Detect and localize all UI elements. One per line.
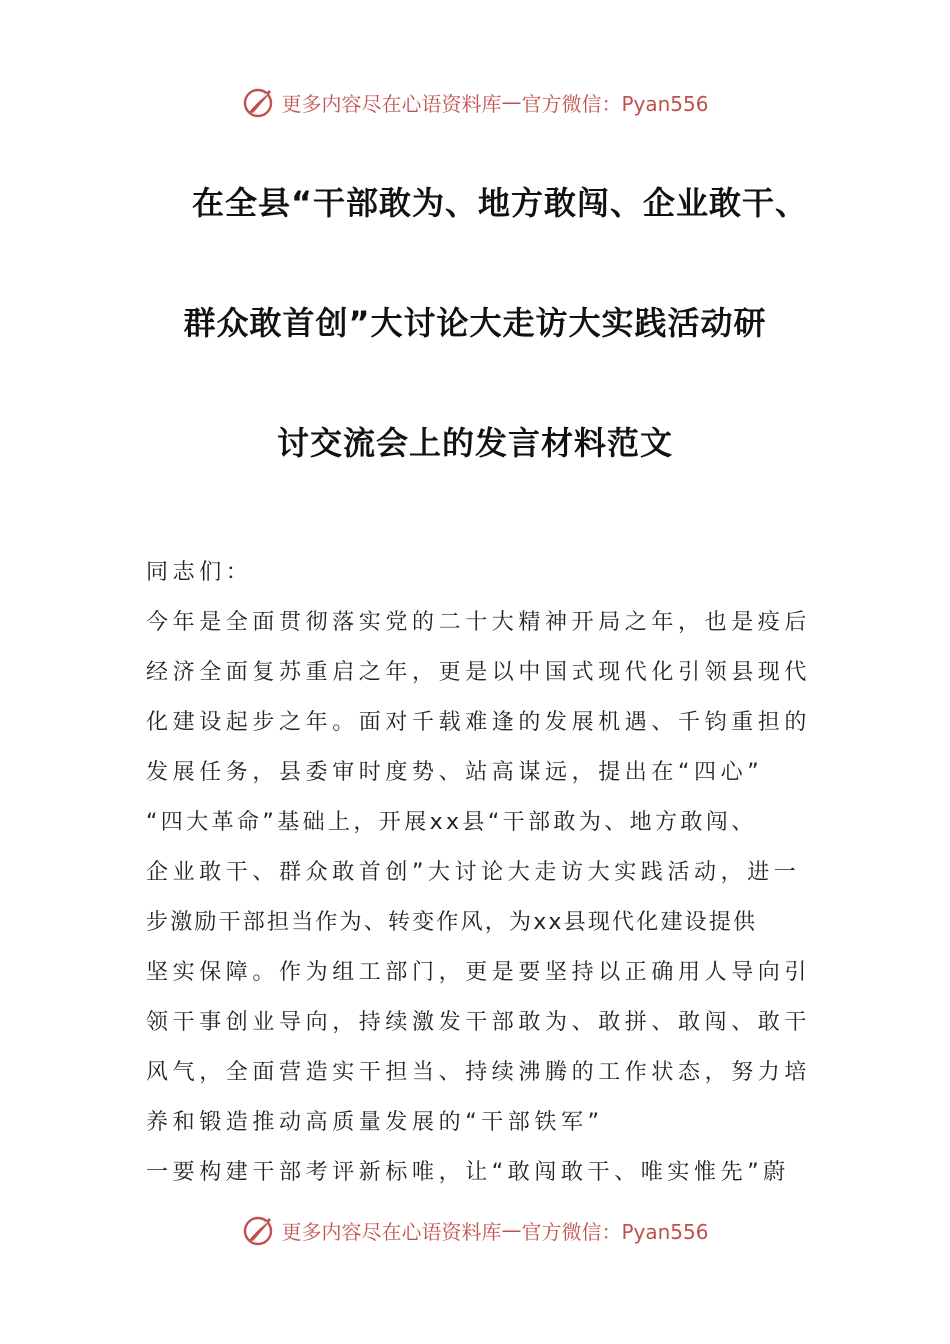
body-line: “四大革命”基础上，开展xx县“干部敢为、地方敢闯、: [146, 810, 757, 835]
body-line: 化建设起步之年。面对千载难逢的发展机遇、千钧重担的: [146, 710, 812, 735]
body-salutation: 同志们：: [146, 560, 253, 585]
document-title-line-1: 在全县“干部敢为、地方敢闯、企业敢干、: [191, 184, 809, 222]
body-line: 风气，全面营造实干担当、持续沸腾的工作状态，努力培: [146, 1060, 812, 1085]
watermark-brand-text: 更多内容尽在心语资料库: [281, 1219, 502, 1244]
watermark-wechat-text: 官方微信：Pyan556: [521, 91, 709, 116]
quill-logo-icon: [241, 1212, 277, 1248]
body-line: 一要构建干部考评新标唯，让“敢闯敢干、唯实惟先”蔚: [146, 1160, 790, 1185]
watermark-wechat-text: 官方微信：Pyan556: [521, 1219, 709, 1244]
document-title-line-3: 讨交流会上的发言材料范文: [276, 424, 673, 462]
quill-logo-icon: [241, 84, 277, 120]
watermark-brand-text: 更多内容尽在心语资料库: [281, 91, 502, 116]
body-line: 发展任务，县委审时度势、站高谋远，提出在“四心”: [146, 760, 764, 785]
body-line: 步激励干部担当作为、转变作风，为xx县现代化建设提供: [146, 910, 758, 935]
body-line: 坚实保障。作为组工部门，更是要坚持以正确用人导向引: [146, 960, 812, 985]
body-line: 经济全面复苏重启之年，更是以中国式现代化引领县现代: [146, 660, 812, 685]
body-line: 养和锻造推动高质量发展的“干部铁军”: [146, 1110, 604, 1135]
body-line: 今年是全面贯彻落实党的二十大精神开局之年，也是疫后: [146, 610, 812, 635]
watermark-dash: —: [501, 90, 522, 114]
document-body: [146, 548, 810, 1198]
body-line: 领干事创业导向，持续激发干部敢为、敢拼、敢闯、敢干: [146, 1010, 812, 1035]
watermark-banner-bottom: [0, 1210, 950, 1250]
body-line: 企业敢干、群众敢首创”大讨论大走访大实践活动，进一: [146, 860, 801, 885]
watermark-banner-top: [0, 82, 950, 122]
watermark-dash: —: [501, 1218, 522, 1242]
document-title-line-2: 群众敢首创”大讨论大走访大实践活动研: [183, 304, 767, 342]
